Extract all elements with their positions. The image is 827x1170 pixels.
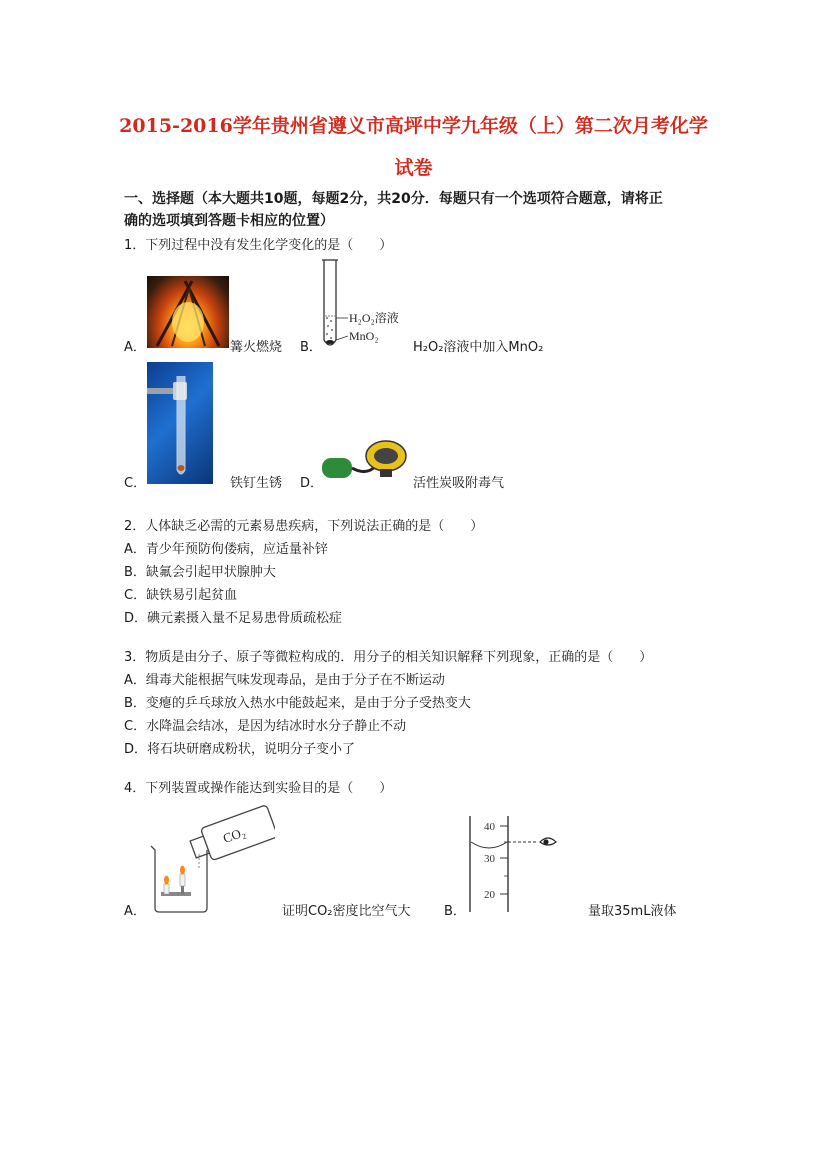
section-header-line1: 一、选择题（本大题共10题，每题2分，共20分．每题只有一个选项符合题意，请将正 <box>124 191 663 207</box>
q4-option-b-letter: B． <box>444 904 466 919</box>
co2-bottle-label: CO₂ <box>220 824 248 846</box>
question-1-stem: 1．下列过程中没有发生化学变化的是（ ） <box>124 238 393 253</box>
cylinder-tick-20: 20 <box>484 889 495 901</box>
q2-option-a: A．青少年预防佝偻病，应适量补锌 <box>124 542 328 557</box>
cylinder-tick-30: 30 <box>484 853 495 865</box>
q1-option-d-caption: 活性炭吸附毒气 <box>413 476 505 491</box>
q1-option-b-caption: H₂O₂溶液中加入MnO₂ <box>413 340 544 355</box>
co2-candle-beaker-diagram <box>145 800 275 916</box>
q1-option-b-letter: B． <box>300 340 322 355</box>
section-header-line2: 确的选项填到答题卡相应的位置） <box>124 213 334 229</box>
q1-option-a-letter: A． <box>124 340 146 355</box>
q2-option-d: D．碘元素摄入量不足易患骨质疏松症 <box>124 611 343 626</box>
question-2-stem: 2．人体缺乏必需的元素易患疾病，下列说法正确的是（ ） <box>124 519 484 534</box>
q3-option-d: D．将石块研磨成粉状，说明分子变小了 <box>124 742 356 757</box>
page-title-line2: 试卷 <box>394 157 433 179</box>
cylinder-tick-40: 40 <box>484 821 495 833</box>
label-mno2: MnO₂ <box>349 329 379 343</box>
q3-option-b: B．变瘪的乒乓球放入热水中能鼓起来，是由于分子受热变大 <box>124 696 471 711</box>
q1-option-c-letter: C． <box>124 476 147 491</box>
question-4-stem: 4．下列装置或操作能达到实验目的是（ ） <box>124 781 393 796</box>
iron-nail-rust-image <box>147 362 213 484</box>
page-title-line1: 2015-2016学年贵州省遵义市高坪中学九年级（上）第二次月考化学 <box>119 115 708 137</box>
q1-option-d-letter: D． <box>300 476 324 491</box>
bonfire-logs-icon <box>147 276 229 348</box>
q3-option-a: A．缉毒犬能根据气味发现毒品，是由于分子在不断运动 <box>124 673 445 688</box>
test-tube-h2o2-diagram <box>318 258 410 352</box>
q2-option-b: B．缺氟会引起甲状腺肿大 <box>124 565 276 580</box>
q1-option-c-caption: 铁钉生锈 <box>230 476 283 491</box>
q2-option-c: C．缺铁易引起贫血 <box>124 588 238 603</box>
graduated-cylinder-reading-diagram <box>462 812 562 916</box>
question-3-stem: 3．物质是由分子、原子等微粒构成的．用分子的相关知识解释下列现象，正确的是（ ） <box>124 650 653 665</box>
eye-icon <box>540 838 556 845</box>
q4-option-a-letter: A． <box>124 904 146 919</box>
bonfire-image <box>147 276 229 348</box>
q4-option-a-caption: 证明CO₂密度比空气大 <box>282 904 411 919</box>
label-h2o2-solution: H₂O₂溶液 <box>349 311 399 325</box>
gas-mask-image <box>318 436 410 486</box>
q4-option-b-caption: 量取35mL液体 <box>588 904 677 919</box>
q1-option-a-caption: 篝火燃烧 <box>230 340 283 355</box>
q3-option-c: C．水降温会结冰，是因为结冰时水分子静止不动 <box>124 719 407 734</box>
test-tube-clamp-icon <box>147 362 213 484</box>
